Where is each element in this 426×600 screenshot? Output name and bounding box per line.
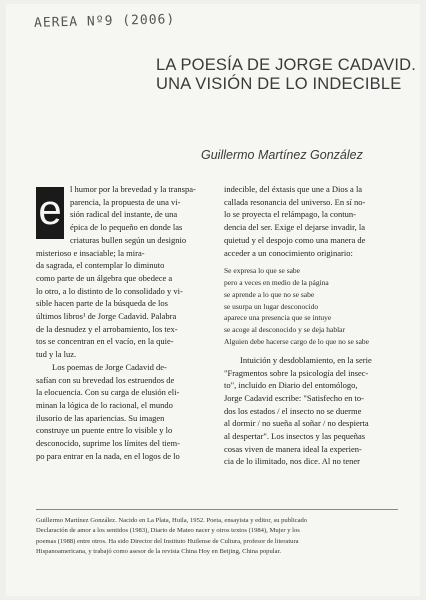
text-line: la elocuencia. Con su carga de elusión eli- bbox=[36, 387, 180, 398]
text-line: Declaración de amor a los sentidos (1983), Diario de Mateo nacer y otros textos (1984), Mujer y los bbox=[36, 527, 300, 535]
text-line: sible hacen parte de la búsqueda de los bbox=[36, 298, 168, 309]
title-line-1: LA POESÍA DE JORGE CADAVID. bbox=[156, 56, 417, 74]
author-name: Guillermo Martínez González bbox=[201, 148, 363, 162]
poem-quote bbox=[224, 265, 398, 348]
text-line: misterioso e insaciable; la mira- bbox=[36, 247, 145, 258]
text-line: Hispanoamericana, y trabajó como asesor de la revista China Hoy en Beijing, China popular. bbox=[36, 547, 281, 555]
text-line: como parte de un álgebra que obedece a bbox=[36, 272, 173, 283]
text-line: últimos libros¹ de Jorge Cadavid. Palabra bbox=[36, 311, 177, 322]
text-line: lo se proyecta el relámpago, la contun- bbox=[224, 209, 356, 220]
right-column bbox=[224, 183, 398, 468]
text-line: cosas viven de manera ideal la experien- bbox=[224, 443, 362, 454]
title-line-2: UNA VISIÓN DE LO INDECIBLE bbox=[156, 75, 402, 93]
text-line: desconocido, suprime los límites del tiem- bbox=[36, 438, 181, 449]
right-column-top bbox=[224, 183, 398, 259]
text-line: cia de lo ilimitado, nos dice. Al no tener bbox=[224, 456, 360, 467]
text-line: se aprende a lo que no se sabe bbox=[224, 289, 315, 299]
text-line: Jorge Cadavid escribe: "Satisfecho en to- bbox=[224, 392, 364, 403]
text-line: Se expresa lo que se sabe bbox=[224, 266, 301, 276]
text-line: sión radical del instante, de una bbox=[70, 209, 178, 220]
text-line: parencia, la propuesta de una vi- bbox=[70, 196, 181, 207]
text-line: callada resonancia del universo. En sí no- bbox=[224, 196, 366, 207]
text-line: al dormir / no sueña al soñar / no despierta bbox=[224, 418, 369, 429]
article-title bbox=[156, 56, 417, 94]
document-page bbox=[6, 4, 420, 596]
text-line: "Fragmentos sobre la psicología del insec- bbox=[224, 367, 369, 378]
text-line: pero a veces en medio de la página bbox=[224, 278, 329, 288]
text-line: da sagrada, el contemplar lo diminuto bbox=[36, 260, 165, 271]
text-line: al despertar". Los insectos y las pequeñas bbox=[224, 431, 366, 442]
text-line: acceder a un conocimiento originario: bbox=[224, 247, 353, 258]
text-line: quietud y el despojo como una manera de bbox=[224, 234, 366, 245]
text-line: safían con su brevedad los estruendos de bbox=[36, 374, 175, 385]
text-line: dos los estados / el insecto no se duerme bbox=[224, 405, 362, 416]
text-line: indecible, del éxtasis que une a Dios a la bbox=[224, 184, 363, 194]
text-line: Los poemas de Jorge Cadavid de- bbox=[52, 361, 167, 372]
handwritten-annotation: AEREA Nº9 (2006) bbox=[33, 12, 176, 31]
text-line: l humor por la brevedad y la transpa- bbox=[70, 184, 196, 194]
author-footnote bbox=[36, 516, 398, 557]
text-line: lo otro, a lo distinto de lo consolidado y vi- bbox=[36, 285, 183, 296]
text-line: poemas (1988) entre otros. Ha sido Director del Instituto Huilense de Cultura, profesor de literatura bbox=[36, 537, 299, 545]
text-line: minan la lógica de lo racional, el mundo bbox=[36, 399, 173, 410]
text-line: Intuición y desdoblamiento, en la serie bbox=[240, 354, 372, 365]
text-line: aparece una presencia que se intuye bbox=[224, 313, 332, 323]
right-column-bottom bbox=[224, 354, 398, 468]
text-line: se usurpa un lugar desconocido bbox=[224, 301, 319, 311]
text-line: Alguien debe hacerse cargo de lo que no se sabe bbox=[224, 337, 370, 346]
left-column bbox=[36, 183, 208, 462]
drop-cap: e bbox=[36, 187, 64, 239]
text-line: épica de lo pequeño en donde las bbox=[70, 222, 183, 233]
text-line: ilusorio de las apariencias. Su imagen bbox=[36, 412, 165, 423]
text-line: de la desnudez y el arrobamiento, los tex- bbox=[36, 323, 178, 334]
text-line: construye un puente entre lo visible y lo bbox=[36, 425, 173, 436]
text-line: po para entrar en la nada, en el logos de lo bbox=[36, 450, 180, 461]
text-line: dencia del ser. Exige el dejarse invadir, la bbox=[224, 222, 366, 233]
text-line: se acoge al desconocido y se deja hablar bbox=[224, 325, 345, 335]
text-line: tud y la luz. bbox=[36, 349, 77, 360]
footnote-divider bbox=[36, 509, 398, 510]
text-line: to", incluido en Diario del entomólogo, bbox=[224, 380, 358, 391]
text-line: Guillermo Martínez González. Nacido en La Plata, Huila, 1952. Poeta, ensayista y editor, su publicado bbox=[36, 517, 308, 524]
text-line: tos se concentran en el vacío, en la quie- bbox=[36, 336, 174, 347]
text-line: criaturas bullen según un designio bbox=[70, 234, 187, 245]
